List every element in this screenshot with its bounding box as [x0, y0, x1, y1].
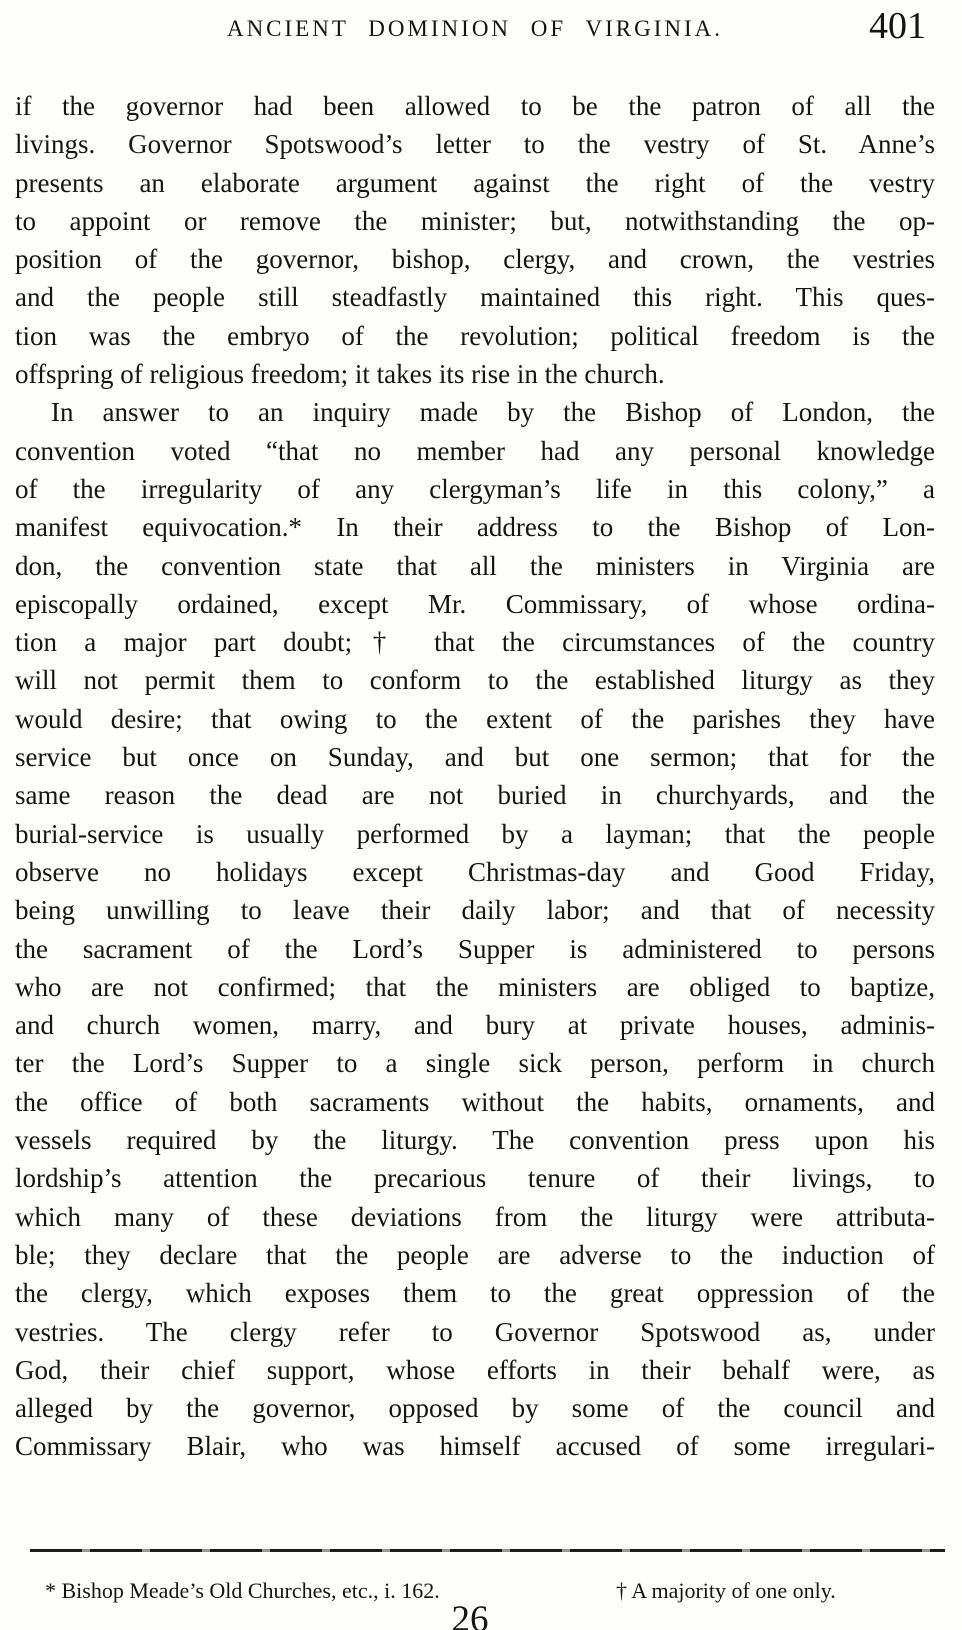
- text-line: and the people still steadfastly maintained this right. This ques-: [15, 282, 935, 313]
- text-line: the clergy, which exposes them to the great oppression of the: [15, 1278, 935, 1309]
- text-line: ble; they declare that the people are adverse to the induction of: [15, 1239, 935, 1270]
- text-line: manifest equivocation.* In their address to the Bishop of Lon-: [15, 512, 935, 543]
- text-line: position of the governor, bishop, clergy, and crown, the vestries: [15, 244, 935, 275]
- footnote-asterisk: * Bishop Meade’s Old Churches, etc., i. 162.: [45, 1578, 440, 1603]
- text-line: tion was the embryo of the revolution; political freedom is the: [15, 320, 935, 351]
- text-line: offspring of religious freedom; it takes its rise in the church.: [15, 359, 665, 390]
- text-line: ter the Lord’s Supper to a single sick person, perform in church: [15, 1048, 935, 1079]
- footnote-dagger: † A majority of one only.: [616, 1578, 836, 1603]
- text-line: vestries. The clergy refer to Governor Spotswood as, under: [15, 1316, 935, 1347]
- page-body: [15, 87, 935, 1466]
- text-line: the sacrament of the Lord’s Supper is administered to persons: [15, 933, 935, 964]
- text-line: God, their chief support, whose efforts in their behalf were, as: [15, 1354, 935, 1385]
- text-line: being unwilling to leave their daily labor; and that of necessity: [15, 895, 935, 926]
- text-line: presents an elaborate argument against the right of the vestry: [15, 167, 935, 198]
- text-line: vessels required by the liturgy. The convention press upon his: [15, 1125, 935, 1156]
- text-line: the office of both sacraments without the habits, ornaments, and: [15, 1086, 935, 1117]
- text-line: and church women, marry, and bury at private houses, adminis-: [15, 1010, 935, 1041]
- text-line: of the irregularity of any clergyman’s life in this colony,” a: [15, 473, 935, 504]
- text-line: episcopally ordained, except Mr. Commissary, of whose ordina-: [15, 588, 935, 619]
- text-line: would desire; that owing to the extent of the parishes they have: [15, 703, 935, 734]
- text-line: livings. Governor Spotswood’s letter to the vestry of St. Anne’s: [15, 129, 935, 160]
- text-line: In answer to an inquiry made by the Bishop of London, the: [51, 397, 935, 428]
- text-line: tion a major part doubt;† that the circumstances of the country: [15, 627, 935, 658]
- text-line: service but once on Sunday, and but one sermon; that for the: [15, 742, 935, 773]
- text-line: Commissary Blair, who was himself accused of some irregulari-: [15, 1431, 935, 1462]
- text-line: same reason the dead are not buried in churchyards, and the: [15, 780, 935, 811]
- running-head-title: ANCIENT DOMINION OF VIRGINIA.: [226, 16, 724, 41]
- text-line: alleged by the governor, opposed by some of the council and: [15, 1393, 935, 1424]
- footnote-separator-rule: [30, 1549, 945, 1552]
- text-line: don, the convention state that all the ministers in Virginia are: [15, 550, 935, 581]
- text-line: observe no holidays except Christmas-day and Good Friday,: [15, 856, 935, 887]
- text-line: which many of these deviations from the liturgy were attributa-: [15, 1201, 935, 1232]
- text-line: who are not confirmed; that the ministers are obliged to baptize,: [15, 971, 935, 1002]
- text-line: if the governor had been allowed to be the patron of all the: [15, 91, 935, 121]
- paragraph-1: [15, 87, 935, 393]
- paragraph-2: [15, 393, 935, 1465]
- signature-mark: 26: [451, 1599, 489, 1630]
- text-line: convention voted “that no member had any personal knowledge: [15, 435, 935, 466]
- text-line: lordship’s attention the precarious tenure of their livings, to: [15, 1163, 935, 1194]
- text-line: to appoint or remove the minister; but, notwithstanding the op-: [15, 205, 935, 236]
- page-number: 401: [869, 5, 926, 47]
- text-line: burial-service is usually performed by a layman; that the people: [15, 818, 935, 849]
- text-line: will not permit them to conform to the established liturgy as they: [15, 665, 935, 696]
